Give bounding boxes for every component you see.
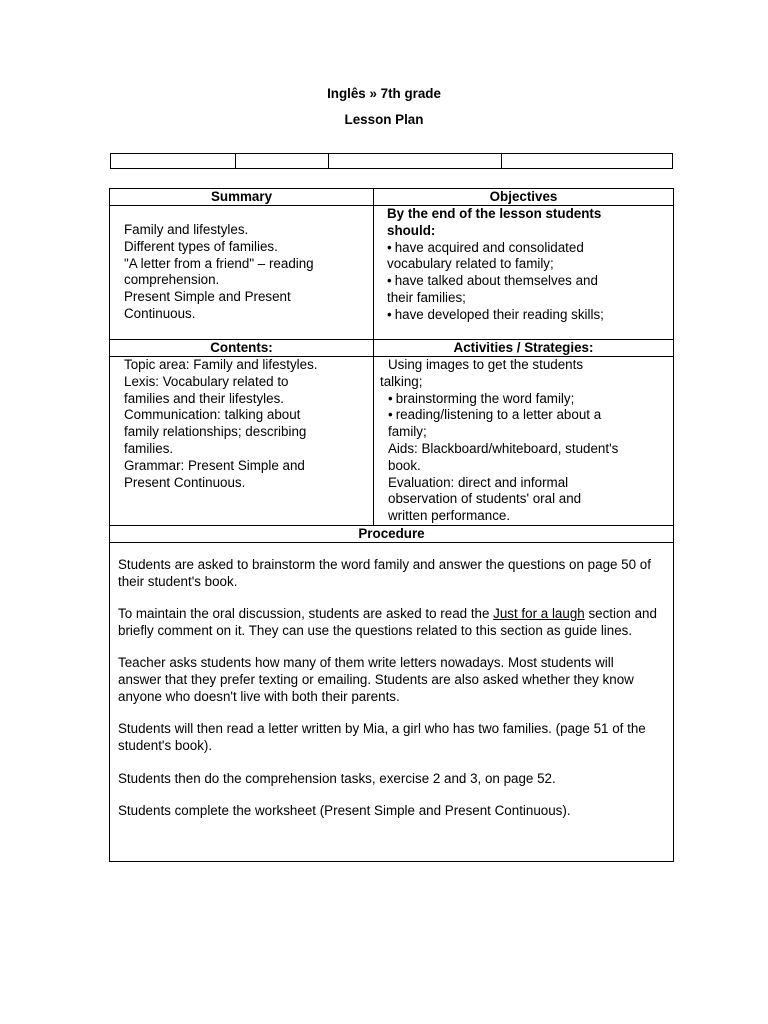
info-cell [111,154,236,168]
summary-header: Summary [110,189,374,206]
summary-line: Continuous. [124,305,196,321]
summary-line: Present Simple and Present [124,289,291,305]
summary-line: Different types of families. [124,238,278,254]
just-for-a-laugh-reference: Just for a laugh [493,606,585,622]
procedure-paragraph [118,606,659,640]
activity-line: Using images to get the students [388,357,584,372]
activity-line: • reading/listening to a letter about a [380,407,669,424]
contents-line: families. [124,440,174,456]
contents-line: families and their lifestyles. [124,390,285,406]
procedure-paragraph: Students are asked to brainstorm the word family and answer the questions on page 50 of their student's book. [118,557,651,589]
procedure-cell [110,543,674,862]
activity-line: talking; [380,373,423,389]
activity-line: • brainstorming the word family; [380,391,669,408]
activity-line: book. [388,457,421,473]
contents-line: Grammar: Present Simple and [124,457,305,473]
activities-cell [374,357,674,526]
summary-line: "A letter from a friend" – reading [124,255,314,271]
contents-line: Lexis: Vocabulary related to [124,373,289,389]
objectives-cell [374,206,674,340]
info-cell [236,154,329,168]
summary-line: Family and lifestyles. [124,222,249,237]
summary-line: comprehension. [124,272,220,288]
summary-cell [110,206,374,340]
info-cell [502,154,672,168]
info-row-table [110,153,673,169]
procedure-paragraph: Teacher asks students how many of them write letters nowadays. Most students will answer that they prefer texting or emailing. Students are also asked whether they know anyone who doesn't live with both their parents. [118,655,634,704]
objective-item: their families; [387,289,466,305]
contents-header: Contents: [110,340,374,357]
page-subtitle: Lesson Plan [344,112,424,127]
contents-line: Communication: talking about [124,407,301,423]
activities-header: Activities / Strategies: [374,340,674,357]
activity-line: Aids: Blackboard/whiteboard, student's [388,440,619,456]
activity-line: written performance. [388,508,511,524]
procedure-header: Procedure [110,526,674,543]
contents-line: Present Continuous. [124,474,246,490]
procedure-text: To maintain the oral discussion, students are asked to read the [118,606,494,622]
info-cell [329,154,502,168]
objectives-header: Objectives [374,189,674,206]
contents-line: family relationships; describing [124,424,307,440]
contents-line: Topic area: Family and lifestyles. [124,357,318,372]
objectives-intro: should: [387,222,436,238]
activity-line: observation of students' oral and [388,491,582,507]
objective-item: • have talked about themselves and [387,273,669,290]
activity-line: family; [388,424,427,440]
objectives-intro: By the end of the lesson students [387,206,602,221]
page-title: Inglês » 7th grade [327,86,441,101]
procedure-paragraph: Students then do the comprehension tasks, exercise 2 and 3, on page 52. [118,770,556,786]
objective-item: • have acquired and consolidated [387,240,669,257]
procedure-text: section and briefly comment on it. They can use the questions related to this section as guide lines. [118,606,657,638]
objective-item: vocabulary related to family; [387,256,554,272]
lesson-plan-table [109,188,674,862]
objective-item: • have developed their reading skills; [387,307,669,324]
procedure-paragraph: Students complete the worksheet (Present Simple and Present Continuous). [118,802,571,818]
procedure-paragraph: Students will then read a letter written by Mia, a girl who has two families. (page 51 of the student's book). [118,721,646,754]
contents-cell [110,357,374,526]
activity-line: Evaluation: direct and informal [388,474,569,490]
